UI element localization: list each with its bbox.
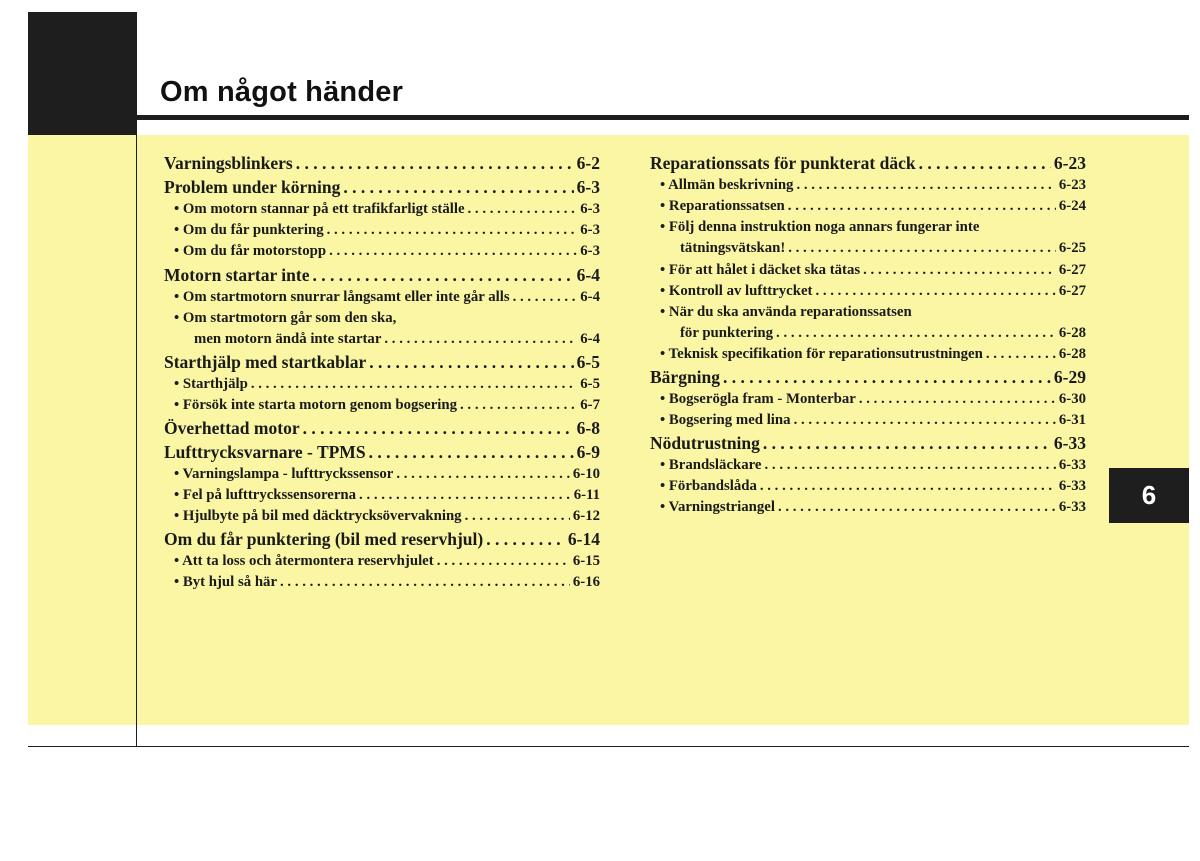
toc-page-number: 6-16	[572, 574, 600, 590]
toc-section-entry[interactable]	[164, 177, 600, 199]
leader-dots	[384, 331, 577, 348]
toc-entry-text: Lufttrycksvarnare - TPMS	[164, 442, 366, 462]
toc-section-entry[interactable]	[650, 367, 1086, 389]
toc-section-entry[interactable]	[164, 418, 600, 440]
toc-subentry[interactable]	[650, 219, 1086, 241]
toc-page-number: 6-14	[567, 529, 600, 549]
toc-page-number: 6-3	[576, 177, 600, 197]
toc-entry-text: Varningsblinkers	[164, 153, 293, 173]
toc-entry-text: • När du ska använda reparationssatsen	[660, 304, 912, 320]
toc-entry-text: • Följ denna instruktion noga annars fungerar inte	[660, 219, 980, 235]
toc-page-number: 6-25	[1058, 240, 1086, 256]
toc-subentry[interactable]	[164, 553, 600, 575]
leader-dots	[863, 262, 1056, 279]
toc-entry-text: • Teknisk specifikation för reparationsutrustningen	[660, 346, 983, 362]
toc-entry-text: • Fel på lufttryckssensorerna	[174, 487, 357, 503]
toc-entry-text: Nödutrustning	[650, 433, 760, 453]
toc-subentry[interactable]	[164, 222, 600, 244]
toc-page-number: 6-4	[580, 331, 600, 347]
leader-dots	[465, 508, 570, 525]
toc-entry-text: • Hjulbyte på bil med däcktrycksövervakning	[174, 508, 462, 524]
toc-page-number: 6-8	[576, 418, 600, 438]
corner-block	[28, 12, 137, 135]
leader-dots	[760, 478, 1056, 495]
title-rule	[137, 115, 1189, 120]
toc-entry-text: Bärgning	[650, 367, 721, 387]
toc-subentry[interactable]	[650, 325, 1086, 347]
toc-page-number: 6-15	[572, 553, 600, 569]
toc-subentry[interactable]	[164, 289, 600, 311]
leader-dots	[986, 346, 1056, 363]
leader-dots	[859, 391, 1056, 408]
toc-subentry[interactable]	[164, 508, 600, 530]
leader-dots	[486, 529, 565, 550]
toc-entry-text: • Bogsering med lina	[660, 412, 791, 428]
toc-subentry[interactable]	[164, 487, 600, 509]
toc-entry-text: • Om motorn stannar på ett trafikfarligt ställe	[174, 201, 465, 217]
toc-subentry[interactable]	[164, 243, 600, 265]
toc-page-number: 6-4	[580, 289, 600, 305]
leader-dots	[296, 153, 574, 174]
toc-section-entry[interactable]	[164, 352, 600, 374]
leader-dots	[303, 418, 574, 439]
toc-page-number: 6-33	[1058, 457, 1086, 473]
toc-page-number: 6-33	[1053, 433, 1086, 453]
toc-entry-text: • För att hålet i däcket ska tätas	[660, 262, 861, 278]
toc-section-entry[interactable]	[164, 153, 600, 175]
leader-dots	[794, 412, 1056, 429]
toc-subentry[interactable]	[650, 412, 1086, 434]
toc-subentry[interactable]	[650, 198, 1086, 220]
toc-page-number: 6-10	[572, 466, 600, 482]
toc-page-number: 6-9	[576, 442, 600, 462]
toc-section-entry[interactable]	[164, 442, 600, 464]
toc-entry-text: Reparationssats för punkterat däck	[650, 153, 916, 173]
toc-page-number: 6-27	[1058, 283, 1086, 299]
toc-page-number: 6-23	[1058, 177, 1086, 193]
toc-entry-text: Överhettad motor	[164, 418, 300, 438]
leader-dots	[763, 433, 1051, 454]
toc-page-number: 6-5	[576, 352, 600, 372]
page-title: Om något händer	[160, 76, 404, 108]
toc-entry-text: tätningsvätskan!	[680, 240, 786, 256]
leader-dots	[788, 240, 1056, 257]
toc-section-entry[interactable]	[164, 265, 600, 287]
toc-page-number: 6-2	[576, 153, 600, 173]
toc-subentry[interactable]	[164, 574, 600, 596]
toc-entry-text: • Förbandslåda	[660, 478, 757, 494]
leader-dots	[788, 198, 1056, 215]
leader-dots	[359, 487, 571, 504]
leader-dots	[396, 466, 570, 483]
toc-page-number: 6-11	[573, 487, 600, 503]
toc-entry-text: • Allmän beskrivning	[660, 177, 794, 193]
toc-entry-text: • Varningstriangel	[660, 499, 775, 515]
toc-page-number: 6-33	[1058, 478, 1086, 494]
toc-page-number: 6-5	[580, 376, 600, 392]
leader-dots	[343, 177, 573, 198]
leader-dots	[280, 574, 570, 591]
toc-entry-text: • Om startmotorn går som den ska,	[174, 310, 397, 326]
toc-entry-text: men motorn ändå inte startar	[194, 331, 382, 347]
toc-subentry[interactable]	[650, 262, 1086, 284]
toc-entry-text: • Reparationssatsen	[660, 198, 785, 214]
toc-section-entry[interactable]	[164, 529, 600, 551]
toc-entry-text: Problem under körning	[164, 177, 341, 197]
toc-subentry[interactable]	[650, 177, 1086, 199]
toc-subentry[interactable]	[650, 457, 1086, 479]
toc-subentry[interactable]	[650, 240, 1086, 262]
toc-entry-text: • Försök inte starta motorn genom bogsering	[174, 397, 458, 413]
toc-entry-text: för punktering	[680, 325, 774, 341]
toc-page-number: 6-30	[1058, 391, 1086, 407]
toc-section-entry[interactable]	[650, 433, 1086, 455]
leader-dots	[776, 325, 1056, 342]
leader-dots	[513, 289, 578, 306]
leader-dots	[369, 442, 574, 463]
toc-page-number: 6-3	[580, 201, 600, 217]
leader-dots	[329, 243, 577, 260]
toc-page-number: 6-24	[1058, 198, 1086, 214]
toc-entry-text: • Kontroll av lufttrycket	[660, 283, 813, 299]
toc-subentry[interactable]	[164, 310, 600, 332]
toc-entry-text: • Om startmotorn snurrar långsamt eller inte går alls	[174, 289, 510, 305]
toc-subentry[interactable]	[650, 346, 1086, 368]
leader-dots	[369, 352, 573, 373]
toc-subentry[interactable]	[164, 397, 600, 419]
toc-page-number: 6-29	[1053, 367, 1086, 387]
leader-dots	[437, 553, 570, 570]
toc-entry-text: • Byt hjul så här	[174, 574, 278, 590]
leader-dots	[468, 201, 578, 218]
toc-subentry[interactable]	[164, 376, 600, 398]
toc-page-number: 6-28	[1058, 346, 1086, 362]
toc-entry-text: • Varningslampa - lufttryckssensor	[174, 466, 394, 482]
leader-dots	[251, 376, 577, 393]
toc-entry-text: • Brandsläckare	[660, 457, 762, 473]
toc-entry-text: • Om du får motorstopp	[174, 243, 327, 259]
leader-dots	[312, 265, 573, 286]
toc-page-number: 6-4	[576, 265, 600, 285]
leader-dots	[815, 283, 1055, 300]
leader-dots	[765, 457, 1056, 474]
toc-entry-text: Om du får punktering (bil med reservhjul)	[164, 529, 484, 549]
toc-page-number: 6-7	[580, 397, 600, 413]
leader-dots	[778, 499, 1056, 516]
toc-entry-text: • Om du får punktering	[174, 222, 324, 238]
margin-rule	[136, 120, 137, 747]
toc-entry-text: • Att ta loss och återmontera reservhjulet	[174, 553, 434, 569]
toc-subentry[interactable]	[650, 478, 1086, 500]
leader-dots	[723, 367, 1051, 388]
toc-page-number: 6-3	[580, 222, 600, 238]
toc-subentry[interactable]	[650, 283, 1086, 305]
toc-subentry[interactable]	[164, 466, 600, 488]
toc-entry-text: Starthjälp med startkablar	[164, 352, 367, 372]
toc-subentry[interactable]	[650, 499, 1086, 521]
toc-entry-text: Motorn startar inte	[164, 265, 310, 285]
toc-page-number: 6-28	[1058, 325, 1086, 341]
leader-dots	[919, 153, 1051, 174]
chapter-tab[interactable]: 6	[1109, 468, 1189, 523]
leader-dots	[460, 397, 577, 414]
toc-entry-text: • Starthjälp	[174, 376, 248, 392]
leader-dots	[796, 177, 1055, 194]
toc-page-number: 6-31	[1058, 412, 1086, 428]
footer-rule	[28, 746, 1189, 747]
toc-page-number: 6-12	[572, 508, 600, 524]
toc-page-number: 6-23	[1053, 153, 1086, 173]
toc-entry-text: • Bogserögla fram - Monterbar	[660, 391, 856, 407]
toc-page-number: 6-27	[1058, 262, 1086, 278]
toc-page-number: 6-33	[1058, 499, 1086, 515]
toc-page-number: 6-3	[580, 243, 600, 259]
toc-subentry[interactable]	[164, 201, 600, 223]
toc-section-entry[interactable]	[650, 153, 1086, 175]
leader-dots	[327, 222, 578, 239]
toc-subentry[interactable]	[650, 391, 1086, 413]
toc-subentry[interactable]	[164, 331, 600, 353]
toc-subentry[interactable]	[650, 304, 1086, 326]
